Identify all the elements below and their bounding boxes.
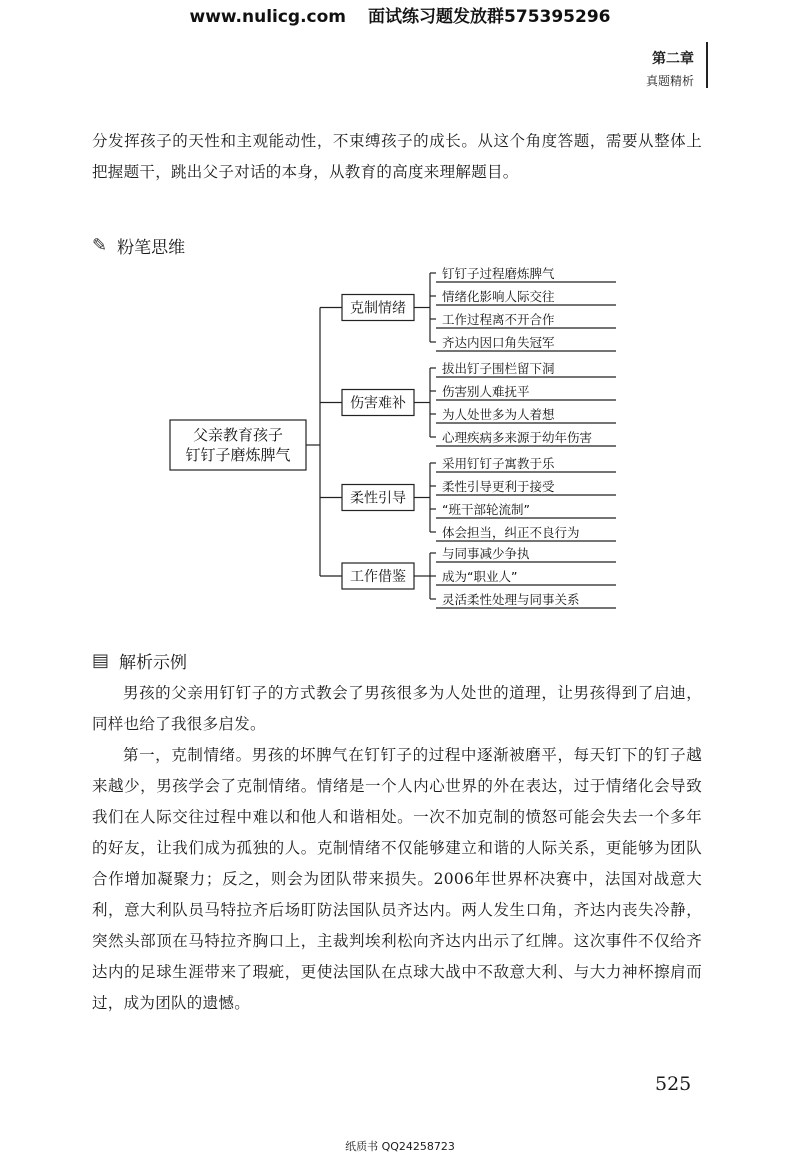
footer-text: 纸质书 QQ24258723 (345, 1140, 455, 1153)
mindmap-item: 情绪化影响人际交往 (442, 289, 555, 304)
mindmap-item: 采用钉钉子寓教于乐 (442, 456, 555, 471)
paragraph: 第一，克制情绪。男孩的坏脾气在钉钉子的过程中逐渐被磨平，每天钉下的钉子越来越少，男孩学会了克制情绪。情绪是一个人内心世界的外在表达，过于情绪化会导致我们在人际交往过程中难以和他人和谐相处。一次不加克制的愤怒可能会失去一个多年的好友，让我们成为孤独的人。克制情绪不仅能够建立和谐的人际关系，更能够为团队合作增加凝聚力；反之，则会为团队带来损失。2006年世界杯决赛中，法国对战意大利，意大利队员马特拉齐后场盯防法国队员齐达内。两人发生口角，齐达内丧失冷静，突然头部顶在马特拉齐胸口上，主裁判埃利松向齐达内出示了红牌。这次事件不仅给齐达内的足球生涯带来了瑕疵，更使法国队在点球大战中不敌意大利、与大力神杯擦肩而过，成为团队的遗憾。 (92, 746, 702, 1012)
pencil-icon: ✎ (92, 235, 108, 256)
chapter-subtitle: 真题精析 (645, 74, 694, 88)
mindmap-item: 体会担当，纠正不良行为 (442, 525, 580, 540)
mindmap-item: “班干部轮流制” (442, 502, 530, 517)
mindmap-item: 成为“职业人” (442, 569, 518, 584)
mindmap-item: 拔出钉子围栏留下洞 (442, 361, 555, 376)
notes-icon: ▤ (92, 650, 110, 671)
mindmap-branch-label: 工作借鉴 (350, 569, 406, 585)
mindmap-item: 灵活柔性处理与同事关系 (442, 592, 580, 607)
intro-paragraph: 分发挥孩子的天性和主观能动性，不束缚孩子的成长。从这个角度答题，需要从整体上把握题干，跳出父子对话的本身，从教育的高度来理解题目。 (92, 132, 702, 181)
top-banner (0, 2, 800, 27)
section-heading-example (92, 648, 187, 673)
mindmap-root-text: 钉钉子磨炼脾气 (185, 446, 291, 464)
mindmap-item: 工作过程离不开合作 (442, 312, 555, 327)
page-number: 525 (655, 1073, 692, 1095)
analysis-text (92, 678, 702, 1019)
chapter-divider (706, 42, 708, 88)
mindmap-branch-label: 柔性引导 (350, 490, 406, 507)
section-title: 解析示例 (119, 653, 188, 673)
mindmap-root-text: 父亲教育孩子 (192, 426, 284, 444)
paragraph: 男孩的父亲用钉钉子的方式教会了男孩很多为人处世的道理，让男孩得到了启迪，同样也给了我很多启发。 (92, 684, 702, 733)
mindmap-item: 齐达内因口角失冠军 (442, 335, 555, 350)
mindmap-item: 伤害别人难抚平 (442, 384, 530, 399)
site-url[interactable]: www.nulicg.com (189, 7, 347, 27)
section-title: 粉笔思维 (117, 238, 186, 258)
mindmap-item: 心理疾病多来源于幼年伤害 (442, 430, 593, 445)
mindmap-item: 柔性引导更利于接受 (442, 479, 555, 494)
mindmap-item: 与同事减少争执 (442, 546, 530, 561)
chapter-title: 第二章 (652, 51, 694, 67)
mindmap-branch-label: 克制情绪 (350, 300, 406, 317)
group-text: 面试练习题发放群575395296 (368, 7, 611, 27)
mindmap-item: 为人处世多为人着想 (442, 407, 555, 422)
mindmap-branch-label: 伤害难补 (350, 395, 406, 412)
mind-map (160, 255, 630, 620)
mindmap-item: 钉钉子过程磨炼脾气 (442, 266, 555, 281)
